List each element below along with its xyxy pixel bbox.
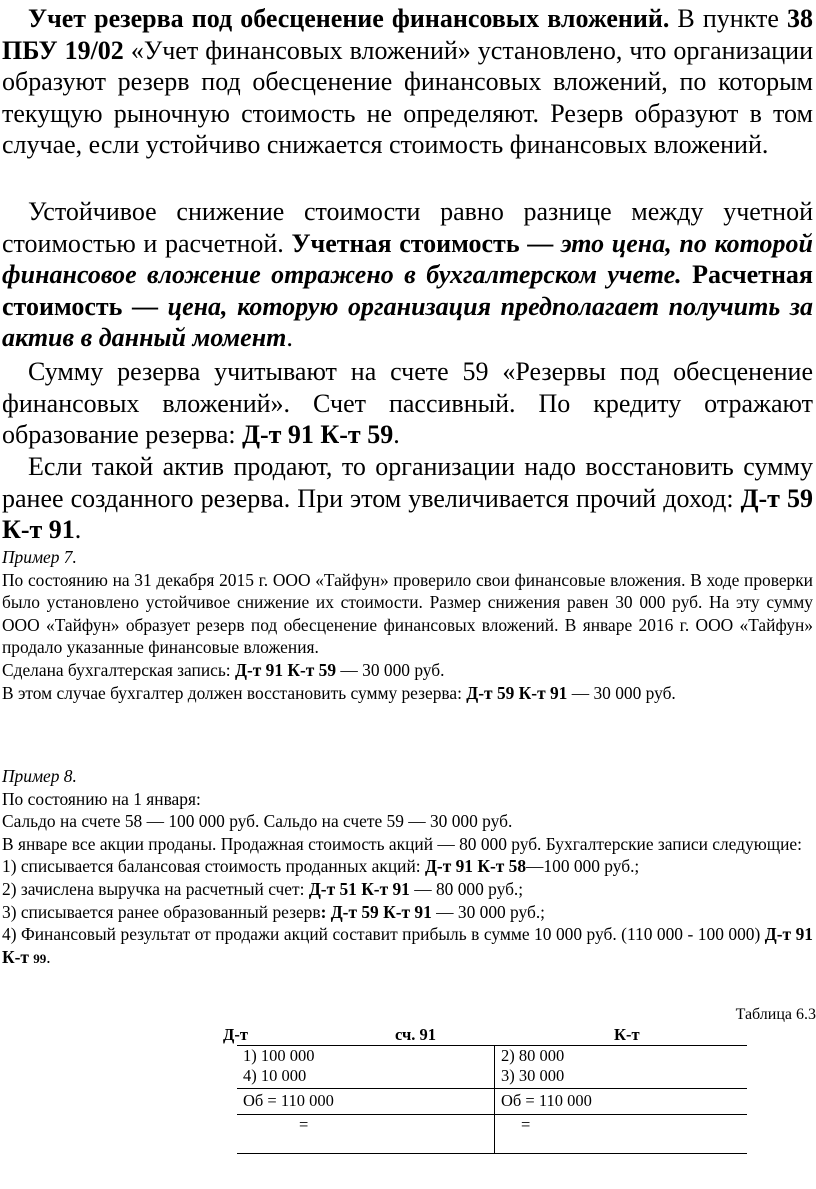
credit-cell: 3) 30 000 bbox=[501, 1066, 565, 1085]
example-7-record: Сделана бухгалтерская запись: Д-т 91 К-т 59 — 30 000 руб. bbox=[2, 659, 445, 680]
entry-dt91-kt59: Д-т 91 К-т 59 bbox=[242, 420, 394, 449]
table-row bbox=[237, 1066, 747, 1089]
pbu-reference: 38 ПБУ 19/02 bbox=[2, 4, 813, 65]
example-7-text: По состоянию на 31 декабря 2015 г. ООО «Тайфун» проверило свои финансовые вложения. В ходе проверки было установлено устойчивое снижение их стоимости. Размер снижения равен 30 000 руб. На эту сумму ООО «Тайфун» образует резерв под обесценение финансовых вложений. В январе 2016 г. ООО «Тайфун» продало указанные финансовые вложения. bbox=[2, 569, 813, 658]
example-8-item-2: 2) зачислена выручка на расчетный счет: Д-т 51 К-т 91 — 80 000 руб.; bbox=[2, 878, 524, 899]
example-8-item-4: 4) Финансовый результат от продажи акций составит прибыль в сумме 10 000 руб. (110 000 - 100 000) Д-т 91 К-т 99. bbox=[2, 924, 813, 967]
example-7-restore: В этом случае бухгалтер должен восстановить сумму резерва: Д-т 59 К-т 91 — 30 000 руб. bbox=[2, 682, 676, 703]
definition-estimated-value: цена, которую организация предполагает получить за актив в данный момент bbox=[2, 291, 813, 352]
debit-cell: 4) 10 000 bbox=[237, 1066, 495, 1089]
example-8-line-2: Сальдо на счете 58 — 100 000 руб. Сальдо на счете 59 — 30 000 руб. bbox=[2, 811, 513, 832]
turnover-debit: Об = 110 000 bbox=[237, 1089, 495, 1115]
example-8-item-1: 1) списывается балансовая стоимость проданных акций: Д-т 91 К-т 58—100 000 руб.; bbox=[2, 856, 640, 877]
turnover-credit: Об = 110 000 bbox=[501, 1091, 592, 1110]
header-account: сч. 91 bbox=[395, 1025, 437, 1044]
term-book-value: Учетная стоимость — bbox=[291, 228, 561, 258]
credit-cell: 2) 80 000 bbox=[501, 1046, 565, 1065]
example-7 bbox=[2, 546, 813, 704]
header-credit: К-т bbox=[614, 1025, 640, 1044]
paragraph-reserve-restore: Если такой актив продают, то организации надо восстановить сумму ранее созданного резерва. При этом увеличивается прочий доход: Д-т 59 К-т 91. bbox=[2, 452, 813, 544]
example-8-item-3: 3) списывается ранее образованный резерв: Д-т 59 К-т 91 — 30 000 руб.; bbox=[2, 901, 546, 922]
table-caption: Таблица 6.3 bbox=[735, 1006, 816, 1023]
turnover-row bbox=[237, 1089, 747, 1115]
paragraph-value-definitions: Устойчивое снижение стоимости равно разнице между учетной стоимостью и расчетной. Учетная стоимость — это цена, по которой финансовое вложение отражено в бухгалтерском учете. Расчетная стоимость — цена, которую организация предполагает получить за актив в данный момент. bbox=[2, 197, 813, 352]
example-8-label: Пример 8. bbox=[2, 766, 77, 786]
balance-credit: = bbox=[521, 1115, 531, 1134]
paragraph-reserve-intro: Учет резерва под обесценение финансовых вложений. В пункте 38 ПБУ 19/02 «Учет финансовых вложений» установлено, что организации образуют резерв под обесценение финансовых вложений, по которым текущую рыночную стоимость не определяют. Резерв образуют в том случае, если устойчиво снижается стоимость финансовых вложений. bbox=[2, 4, 813, 159]
example-8-line-3: В январе все акции проданы. Продажная стоимость акций — 80 000 руб. Бухгалтерские записи следующие: bbox=[2, 833, 802, 854]
entry-dt59-kt91: Д-т 59 К-т 91 bbox=[2, 483, 813, 544]
t-account-header bbox=[223, 1025, 747, 1045]
header-debit: Д-т bbox=[223, 1025, 248, 1044]
section-title: Учет резерва под обесценение финансовых вложений. bbox=[28, 4, 670, 33]
example-8-line-1: По состоянию на 1 января: bbox=[2, 788, 201, 809]
example-8 bbox=[2, 765, 813, 970]
table-row bbox=[237, 1046, 747, 1067]
definition-book-value: это цена, по которой финансовое вложение отражено в бухгалтерском учете. bbox=[2, 228, 813, 289]
example-7-label: Пример 7. bbox=[2, 547, 77, 567]
balance-row bbox=[237, 1115, 747, 1154]
balance-debit: = bbox=[237, 1115, 495, 1154]
paragraph-account-59: Сумму резерва учитывают на счете 59 «Резервы под обесценение финансовых вложений». Счет пассивный. По кредиту отражают образование резерва: Д-т 91 К-т 59. bbox=[2, 357, 813, 449]
t-account-91 bbox=[223, 1025, 747, 1154]
t-account-body bbox=[237, 1045, 747, 1154]
term-estimated-value: Расчетная стоимость — bbox=[2, 260, 813, 321]
debit-cell: 1) 100 000 bbox=[237, 1046, 495, 1067]
